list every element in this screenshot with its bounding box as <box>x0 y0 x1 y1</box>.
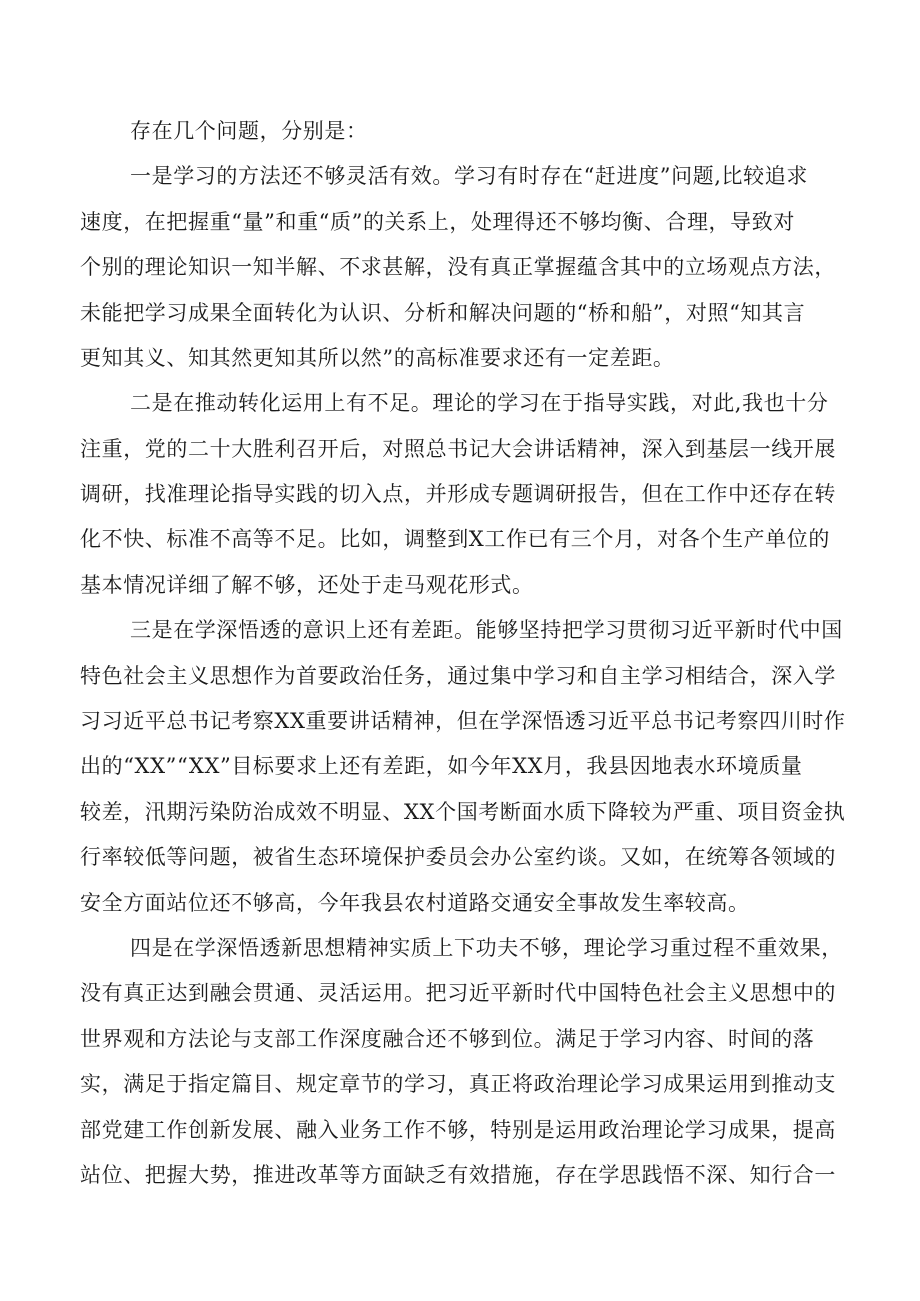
text-line: 速度，在把握重“量”和重“质”的关系上，处理得还不够均衡、合理，导致对 <box>80 210 795 234</box>
text-line: 四是在学深悟透新思想精神实质上下功夫不够，理论学习重过程不重效果， <box>130 936 843 960</box>
text-line: 注重，党的二十大胜利召开后，对照总书记大会讲话精神，深入到基层一线开展 <box>80 437 836 461</box>
text-line: 未能把学习成果全面转化为认识、分析和解决问题的“桥和船”，对照“知其言 <box>80 301 806 325</box>
text-line: 较差，汛期污染防治成效不明显、XX个国考断面水质下降较为严重、项目资金执 <box>80 800 846 824</box>
text-line: 调研，找准理论指导实践的切入点，并形成专题调研报告，但在工作中还存在转 <box>80 482 836 506</box>
text-line: 化不快、标准不高等不足。比如，调整到X工作已有三个月，对各个生产单位的 <box>80 527 830 551</box>
text-line: 安全方面站位还不够高，今年我县农村道路交通安全事故发生率较高。 <box>80 891 750 915</box>
text-line: 更知其义、知其然更知其所以然”的高标准要求还有一定差距。 <box>80 346 675 370</box>
text-line: 三是在学深悟透的意识上还有差距。能够坚持把学习贯彻习近平新时代中国 <box>130 618 843 642</box>
text-line: 站位、把握大势，推进改革等方面缺乏有效措施，存在学思践悟不深、知行合一 <box>80 1163 836 1187</box>
text-line: 实，满足于指定篇目、规定章节的学习，真正将政治理论学习成果运用到推动支 <box>80 1072 836 1096</box>
text-line: 一是学习的方法还不够灵活有效。学习有时存在“赶进度”问题,比较追求 <box>130 164 808 188</box>
text-line: 出的“XX”“XX”目标要求上还有差距，如今年XX月，我县因地表水环境质量 <box>80 754 803 778</box>
text-line: 没有真正达到融会贯通、灵活运用。把习近平新时代中国特色社会主义思想中的 <box>80 981 836 1005</box>
text-line: 二是在推动转化运用上有不足。理论的学习在于指导实践，对此,我也十分 <box>130 391 829 415</box>
text-line: 部党建工作创新发展、融入业务工作不够，特别是运用政治理论学习成果，提高 <box>80 1118 836 1142</box>
text-line: 基本情况详细了解不够，还处于走马观花形式。 <box>80 573 534 597</box>
text-line: 习习近平总书记考察XX重要讲话精神，但在学深悟透习近平总书记考察四川时作 <box>80 709 846 733</box>
text-line: 世界观和方法论与支部工作深度融合还不够到位。满足于学习内容、时间的落 <box>80 1027 815 1051</box>
text-line: 存在几个问题，分别是： <box>130 119 368 143</box>
text-line: 个别的理论知识一知半解、不求甚解，没有真正掌握蕴含其中的立场观点方法， <box>80 255 836 279</box>
text-line: 行率较低等问题，被省生态环境保护委员会办公室约谈。又如，在统筹各领域的 <box>80 845 836 869</box>
text-line: 特色社会主义思想作为首要政治任务，通过集中学习和自主学习相结合，深入学 <box>80 664 836 688</box>
